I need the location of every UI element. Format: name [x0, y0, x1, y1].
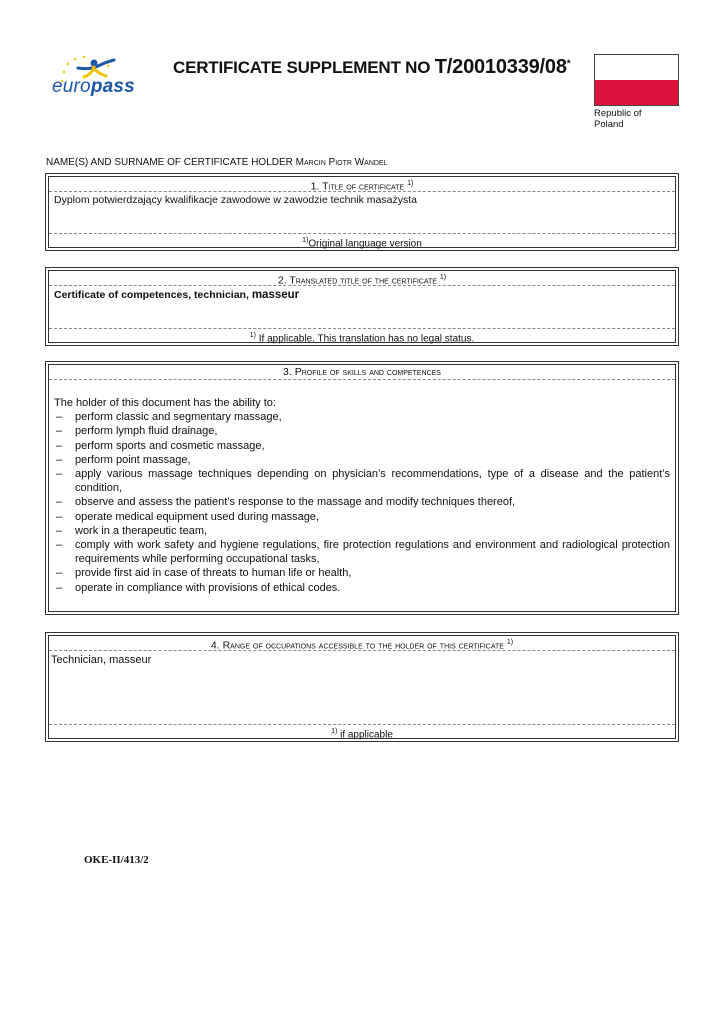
certificate-number: T/20010339/08	[434, 56, 567, 78]
page-title: CERTIFICATE SUPPLEMENT NO T/20010339/08*	[173, 56, 571, 78]
section-heading: 2. Translated title of the certificate $^{1)}$	[49, 271, 675, 286]
section-occupations	[45, 632, 679, 742]
list-item: – work in a therapeutic team,	[54, 524, 670, 538]
list-item: – perform sports and cosmetic massage,	[54, 439, 670, 453]
section-footnote: $^{1)}$Original language version	[49, 233, 675, 247]
translated-title: Certificate of competences, technician, masseur	[54, 289, 300, 301]
section-skills	[45, 361, 679, 615]
list-item: – comply with work safety and hygiene regulations, fire protection regulations and environment and radiological protection requirements while performing occupational tasks,	[54, 538, 670, 566]
country-label: Republic of Poland	[594, 108, 642, 130]
original-title: Dyplom potwierdzający kwalifikacje zawodowe w zawodzie technik masażysta	[54, 194, 417, 206]
document-code: OKE-II/413/2	[84, 854, 149, 866]
list-item: – perform point massage,	[54, 453, 670, 467]
section-translated-title	[45, 267, 679, 346]
section-title	[45, 173, 679, 251]
figure-icon	[78, 60, 114, 78]
list-item: – observe and assess the patient’s response to the massage and modify techniques thereof,	[54, 495, 670, 509]
holder-line: NAME(S) AND SURNAME OF CERTIFICATE HOLDER Marcin Piotr Wandel	[46, 157, 388, 168]
list-item: – provide first aid in case of threats to human life or health,	[54, 566, 670, 580]
list-item: – perform classic and segmentary massage,	[54, 410, 670, 424]
skills-intro: The holder of this document has the ability to:	[54, 397, 276, 409]
poland-flag-icon	[594, 54, 679, 106]
list-item: – operate medical equipment used during massage,	[54, 510, 670, 524]
occupations-text: Technician, masseur	[51, 654, 152, 666]
logo-wordmark: europass	[52, 76, 135, 97]
skills-body	[54, 396, 670, 595]
section-heading: 3. Profile of skills and competences	[49, 365, 675, 380]
section-footnote: $^{1)}$ if applicable	[49, 724, 675, 738]
list-item: – operate in compliance with provisions of ethical codes.	[54, 581, 670, 595]
section-footnote: $^{1)}$ If applicable. This translation has no legal status.	[49, 328, 675, 342]
holder-name: Marcin Piotr Wandel	[295, 157, 388, 168]
list-item: – perform lymph fluid drainage,	[54, 424, 670, 438]
section-heading: 1. Title of certificate $^{1)}$	[49, 177, 675, 192]
list-item: – apply various massage techniques depending on physician’s recommendations, type of a disease and the patient’s condition,	[54, 467, 670, 495]
skills-list	[54, 410, 670, 595]
section-heading: 4. Range of occupations accessible to the holder of this certificate $^{1)}$	[49, 636, 675, 651]
